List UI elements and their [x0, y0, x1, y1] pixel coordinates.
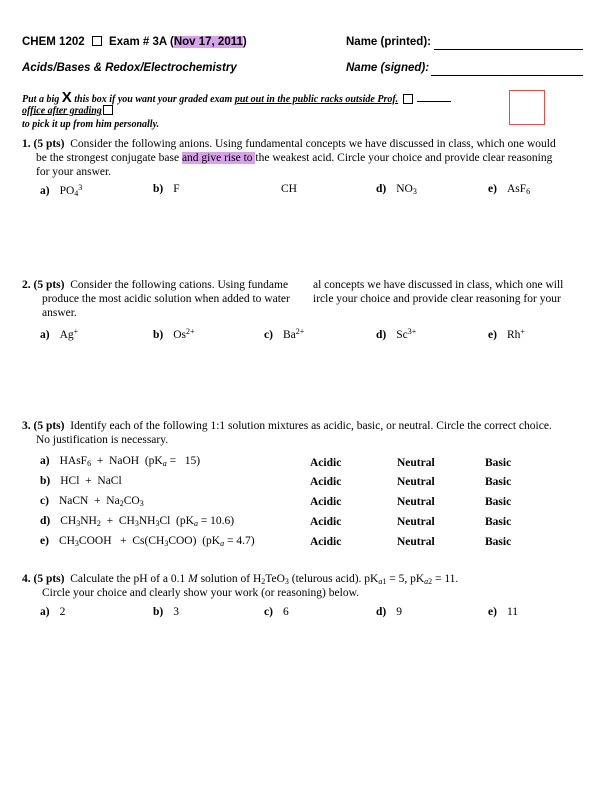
q1-text-line-3: for your answer. [36, 166, 112, 178]
q3-e-basic[interactable]: Basic [485, 536, 512, 548]
q2-option-d[interactable]: d) $Sc^{3+}$ [376, 327, 417, 341]
q3-c-basic[interactable]: Basic [485, 496, 512, 508]
exam-date: Nov 17, 2011 [173, 36, 243, 49]
q4-text-line-1: 4. (5 pts) Calculate the pH of a 0.1 M solution of $H_2TeO_3$ (telurous acid). $pK_{a1} = 5$, $pK_{a2} = 11$. [22, 573, 459, 586]
q3-row-b: b) HCl + NaCl [40, 475, 122, 487]
instructions-line-1: Put a big X this box if you want your graded exam put out in the public racks outside Prof. [22, 89, 451, 106]
q1-option-b[interactable]: b) F [153, 183, 180, 195]
q2-text-line-2: produce the most acidic solution when added to water [42, 293, 290, 305]
q3-c-neutral[interactable]: Neutral [397, 496, 435, 508]
q3-c-acidic[interactable]: Acidic [310, 496, 342, 508]
q3-a-acidic[interactable]: Acidic [310, 457, 342, 469]
q2-option-c[interactable]: c) $Ba^{2+}$ [264, 327, 305, 341]
name-printed-label: Name (printed): [346, 36, 431, 48]
q3-d-acidic[interactable]: Acidic [310, 516, 342, 528]
q2-option-b[interactable]: b) $Os^{2+}$ [153, 327, 195, 341]
checkbox-icon [403, 94, 413, 104]
instructions-line-3: to pick it up from him personally. [22, 119, 160, 130]
checkbox-icon [92, 36, 102, 46]
q1-text-line-1: 1. (5 pts) Consider the following anions. Using fundamental concepts we have discussed in class, which one would [22, 138, 556, 150]
q4-option-e[interactable]: e) 11 [488, 606, 519, 618]
q1-option-e[interactable]: e) AsF$_6$ [488, 183, 531, 196]
q4-option-c[interactable]: c) 6 [264, 606, 289, 618]
name-signed-line[interactable] [431, 75, 583, 76]
name-printed-line[interactable] [434, 49, 583, 50]
q3-text-line-1: 3. (5 pts) Identify each of the following 1:1 solution mixtures as acidic, basic, or neutral. Circle the correct choice. [22, 420, 552, 432]
q3-a-neutral[interactable]: Neutral [397, 457, 435, 469]
q4-text-line-2: Circle your choice and clearly show your work (or reasoning) below. [42, 587, 359, 599]
q3-e-acidic[interactable]: Acidic [310, 536, 342, 548]
x-mark-box[interactable] [509, 90, 545, 125]
q2-text-line-2b: ircle your choice and provide clear reasoning for your [313, 293, 561, 305]
q3-row-d: d) $CH_3NH_2 + CH_3NH_3Cl$ $(pK_a = 10.6)$ [40, 515, 235, 528]
q4-option-a[interactable]: a) 2 [40, 606, 66, 618]
name-signed-label: Name (signed): [346, 62, 430, 74]
exam-title: CHEM 1202 Exam # 3A (Nov 17, 2011) [22, 36, 247, 49]
q3-text-line-2: No justification is necessary. [36, 434, 169, 446]
exam-subtitle: Acids/Bases & Redox/Electrochemistry [22, 62, 237, 74]
q3-b-neutral[interactable]: Neutral [397, 476, 435, 488]
q3-row-c: c) NaCN + $Na_2CO_3$ [40, 495, 144, 508]
q4-option-d[interactable]: d) 9 [376, 606, 402, 618]
q1-option-d[interactable]: d) $NO_3$ [376, 183, 417, 196]
q3-e-neutral[interactable]: Neutral [397, 536, 435, 548]
q2-option-a[interactable]: a) Ag+ [40, 327, 79, 341]
q2-option-e[interactable]: e) Rh+ [488, 327, 525, 341]
q3-d-basic[interactable]: Basic [485, 516, 512, 528]
q4-option-b[interactable]: b) 3 [153, 606, 179, 618]
q1-option-a[interactable]: a) $PO_4^3$ [40, 183, 83, 198]
q3-b-acidic[interactable]: Acidic [310, 476, 342, 488]
checkbox-icon [103, 105, 113, 115]
q2-text-line-3: answer. [42, 307, 77, 319]
q2-text-line-1b: al concepts we have discussed in class, which one will [313, 279, 564, 291]
q3-row-e: e) $CH_3COOH + Cs(CH_3COO) (pK_a = 4.7)$ [40, 535, 255, 548]
q3-b-basic[interactable]: Basic [485, 476, 512, 488]
q3-row-a: a) HAsF$_6$ + NaOH $(pK_a = 15)$ [40, 455, 201, 468]
q3-d-neutral[interactable]: Neutral [397, 516, 435, 528]
q1-option-c[interactable]: CH [281, 183, 297, 195]
q1-text-line-2: be the strongest conjugate base and give rise to the weakest acid. Circle your choice and provide clear reasoning [36, 152, 553, 164]
q3-a-basic[interactable]: Basic [485, 457, 512, 469]
instructions-line-2: office after grading [22, 105, 113, 117]
q2-text-line-1: 2. (5 pts) Consider the following cations. Using fundame [22, 279, 289, 291]
